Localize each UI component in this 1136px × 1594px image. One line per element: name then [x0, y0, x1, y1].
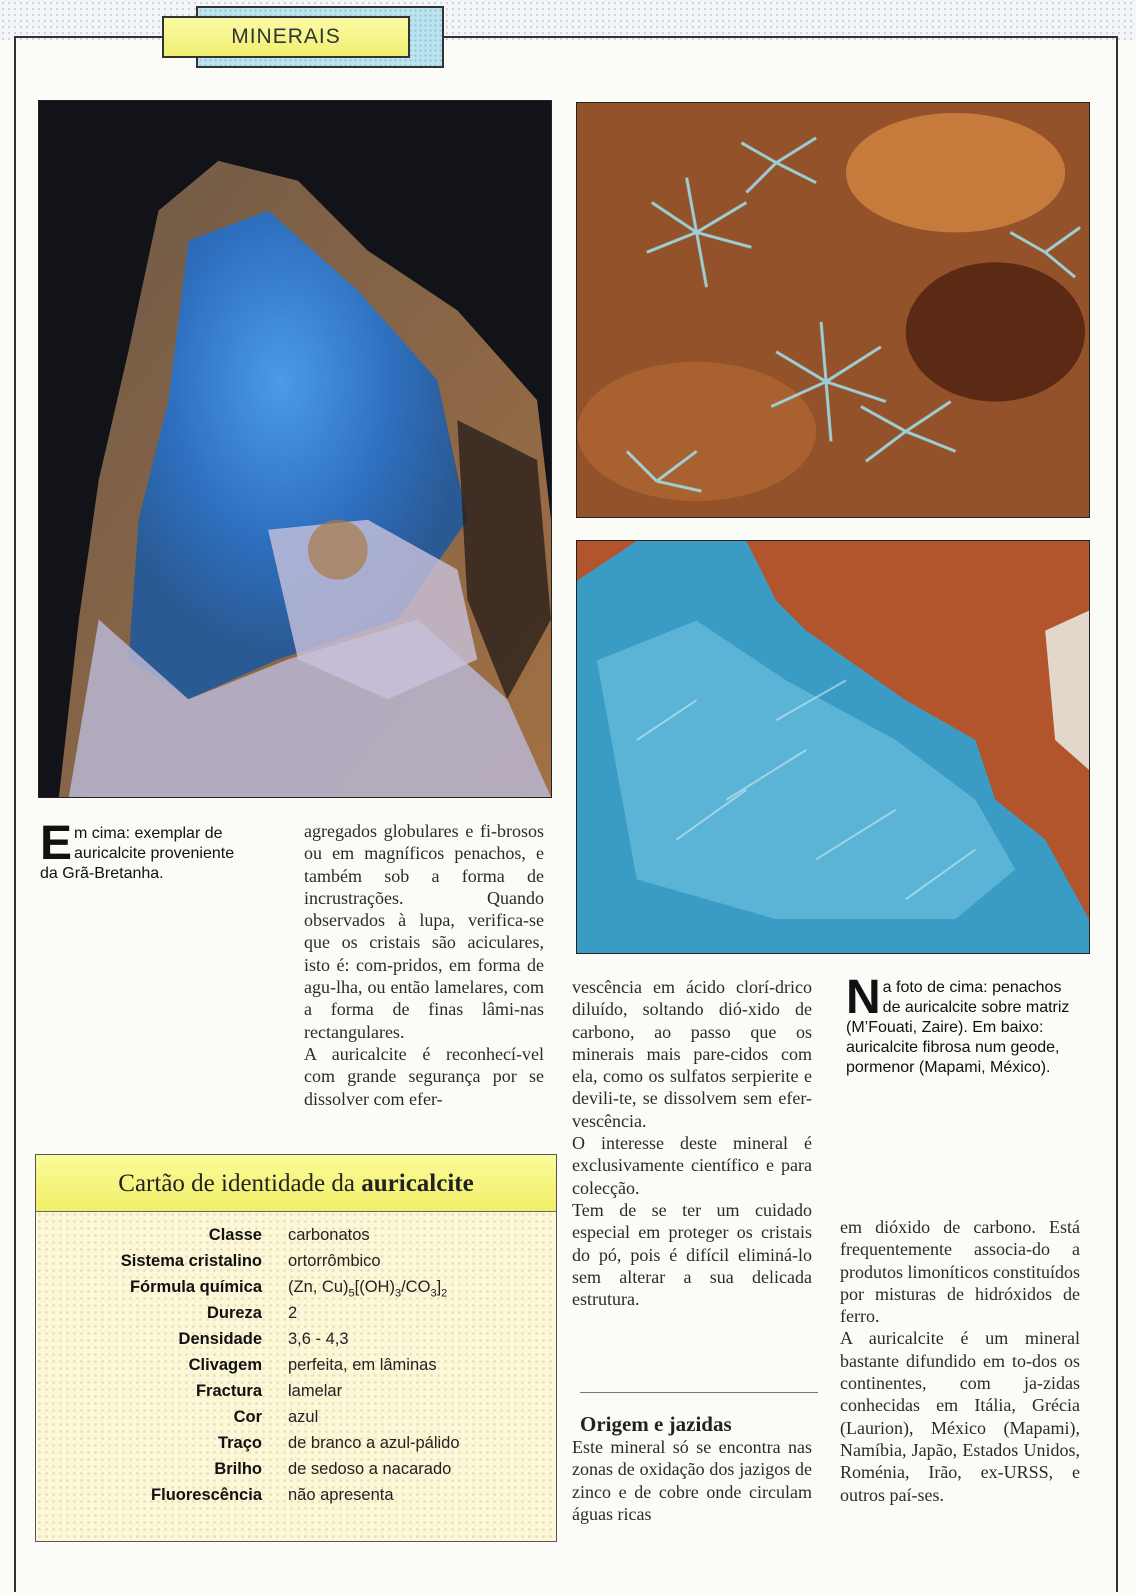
identity-card-label: Classe	[208, 1226, 262, 1244]
identity-card-row	[36, 1248, 556, 1274]
paragraph: vescência em ácido clorí-drico diluído, soltando dió-xido de carbono, ao passo que os minerais mais pare-cidos com ela, como os sulfatos serpierite e devili-te, se dissolvem sem efer-vescência.	[572, 977, 812, 1131]
body-column-1	[304, 820, 544, 1110]
identity-card-row	[36, 1456, 556, 1482]
identity-card-row	[36, 1430, 556, 1456]
body-column-2-lower	[572, 1436, 812, 1525]
identity-card-row	[36, 1482, 556, 1508]
section-divider	[580, 1392, 818, 1393]
identity-card-label: Fractura	[195, 1382, 262, 1400]
caption-left-dropcap: E	[40, 817, 73, 870]
body-column-2	[572, 976, 812, 1310]
paragraph: agregados globulares e fi-brosos ou em magníficos penachos, e também sob a forma de incrustrações. Quando observados à lupa, verifica-se que os cristais são aciculares, isto é: com-pridos, em forma de agu-lha, ou então lamelares, com a forma de finas lâmi-nas rectangulares.	[304, 821, 544, 1042]
identity-card-label: Cor	[233, 1408, 262, 1426]
identity-card-value: 3,6 - 4,3	[288, 1330, 349, 1348]
identity-card-row	[36, 1378, 556, 1404]
identity-card-value: azul	[288, 1408, 319, 1426]
photo-penachos-mfouati	[576, 102, 1090, 518]
identity-card-value: não apresenta	[288, 1486, 394, 1504]
identity-card-label: Traço	[217, 1434, 262, 1452]
caption-right-dropcap: N	[846, 971, 881, 1024]
caption-right	[846, 971, 1076, 1078]
paragraph: Este mineral só se encontra nas zonas de oxidação dos jazigos de zinco e de cobre onde circulam águas ricas	[572, 1437, 812, 1524]
identity-card-row	[36, 1404, 556, 1430]
identity-card-label: Sistema cristalino	[120, 1252, 262, 1270]
identity-card-row	[36, 1300, 556, 1326]
paragraph: A auricalcite é um mineral bastante difundido em to-dos os continentes, com ja-zidas conhecidas em Itália, Grécia (Laurion), México (Mapami), Namíbia, Japão, Estados Unidos, Roménia, Irão, ex-URSS, e outros paí-ses.	[840, 1328, 1080, 1505]
identity-card-title-prefix: Cartão de identidade da	[118, 1170, 355, 1197]
identity-card	[35, 1154, 557, 1542]
identity-card-value: perfeita, em lâminas	[288, 1356, 437, 1374]
paragraph: A auricalcite é reconhecí-vel com grande segurança por se dissolver com efer-	[304, 1043, 544, 1109]
caption-left-text: m cima: exemplar de auricalcite proveniente da Grã-Bretanha.	[40, 825, 235, 882]
identity-card-rows	[36, 1212, 556, 1508]
photo-geode-mapami	[576, 540, 1090, 954]
paragraph: Tem de se ter um cuidado especial em proteger os cristais do pó, pois é difícil eliminá-lo sem alterar a sua delicada estrutura.	[572, 1199, 812, 1310]
identity-card-value: carbonatos	[288, 1226, 370, 1244]
identity-card-value: de branco a azul-pálido	[288, 1434, 460, 1452]
paragraph: O interesse deste mineral é exclusivamente científico e para colecção.	[572, 1133, 812, 1198]
caption-left	[40, 817, 240, 884]
paragraph: em dióxido de carbono. Está frequentemente associa-do a produtos limoníticos constituídos por misturas de hidróxidos de ferro.	[840, 1217, 1081, 1327]
identity-card-label: Brilho	[214, 1460, 262, 1478]
identity-card-label: Fluorescência	[151, 1486, 262, 1504]
identity-card-label: Clivagem	[188, 1356, 262, 1374]
identity-card-label: Dureza	[206, 1304, 262, 1322]
identity-card-title-mineral: auricalcite	[361, 1170, 474, 1197]
identity-card-title	[36, 1155, 556, 1212]
identity-card-row	[36, 1222, 556, 1248]
identity-card-value: lamelar	[288, 1382, 343, 1400]
identity-card-label: Fórmula química	[129, 1278, 262, 1296]
section-tab: MINERAIS	[162, 16, 410, 58]
body-column-3	[840, 1216, 1080, 1506]
caption-right-text: a foto de cima: penachos de auricalcite sobre matriz (M’Fouati, Zaire). Em baixo: auricalcite fibrosa num geode, pormenor (Mapami, México).	[846, 979, 1070, 1076]
identity-card-value: ortorrômbico	[288, 1252, 381, 1270]
identity-card-label: Densidade	[178, 1330, 262, 1348]
identity-card-value: de sedoso a nacarado	[288, 1460, 452, 1478]
identity-card-value: 2	[288, 1304, 298, 1322]
identity-card-row	[36, 1274, 556, 1300]
identity-card-row	[36, 1326, 556, 1352]
section-heading: Origem e jazidas	[580, 1412, 732, 1436]
identity-card-row	[36, 1352, 556, 1378]
photo-specimen-gb	[38, 100, 552, 798]
identity-card-value: (Zn, $Cu)_5[(OH)_3/CO_3]_2$	[288, 1278, 448, 1300]
